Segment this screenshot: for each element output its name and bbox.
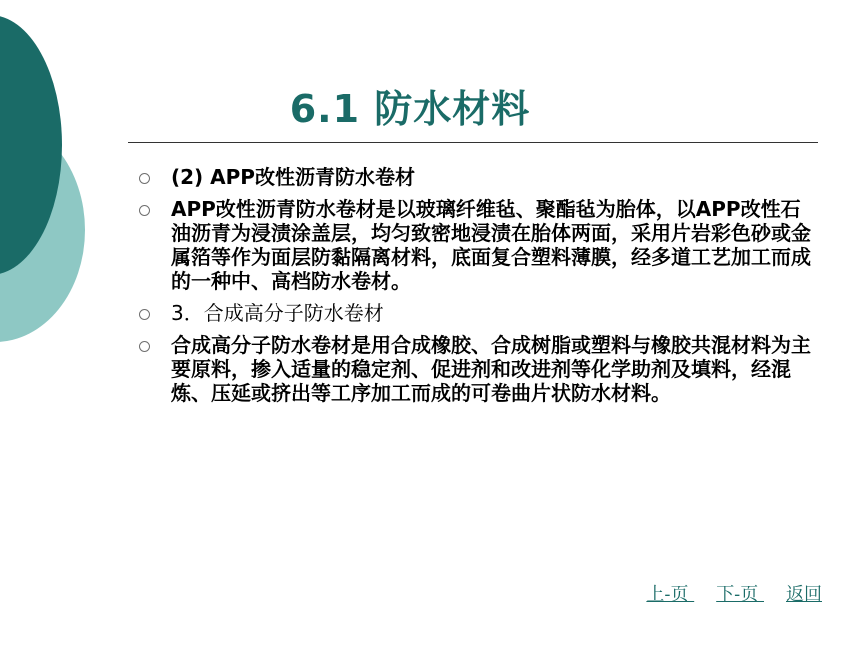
bullet-list — [135, 165, 815, 413]
list-item-text: 3．合成高分子防水卷材 — [171, 301, 384, 325]
list-item — [135, 301, 815, 325]
list-item-text: APP改性沥青防水卷材是以玻璃纤维毡、聚酯毡为胎体，以APP改性石油沥青为浸渍涂盖层，均匀致密地浸渍在胎体两面，采用片岩彩色砂或金属箔等作为面层防黏隔离材料，底面复合塑料薄膜，经多道工艺加工而成的一种中、高档防水卷材。 — [171, 197, 811, 293]
back-link[interactable]: 返回 — [786, 584, 822, 605]
bullet-circle-icon — [139, 205, 150, 216]
list-item-text: 合成高分子防水卷材是用合成橡胶、合成树脂或塑料与橡胶共混材料为主要原料，掺入适量的稳定剂、促进剂和改进剂等化学助剂及填料，经混炼、压延或挤出等工序加工而成的可卷曲片状防水材料。 — [171, 333, 811, 405]
bullet-circle-icon — [139, 341, 150, 352]
slide-navigation — [624, 580, 822, 606]
next-page-link[interactable]: 下-页 — [716, 584, 764, 605]
bullet-circle-icon — [139, 173, 150, 184]
list-item — [135, 165, 815, 189]
list-item-text: (2) APP改性沥青防水卷材 — [171, 165, 415, 189]
bullet-circle-icon — [139, 309, 150, 320]
list-item — [135, 333, 815, 405]
page-title: 6.1 防水材料 — [289, 87, 531, 131]
list-item — [135, 197, 815, 293]
prev-page-link[interactable]: 上-页 — [646, 584, 695, 605]
title-divider — [128, 142, 818, 143]
